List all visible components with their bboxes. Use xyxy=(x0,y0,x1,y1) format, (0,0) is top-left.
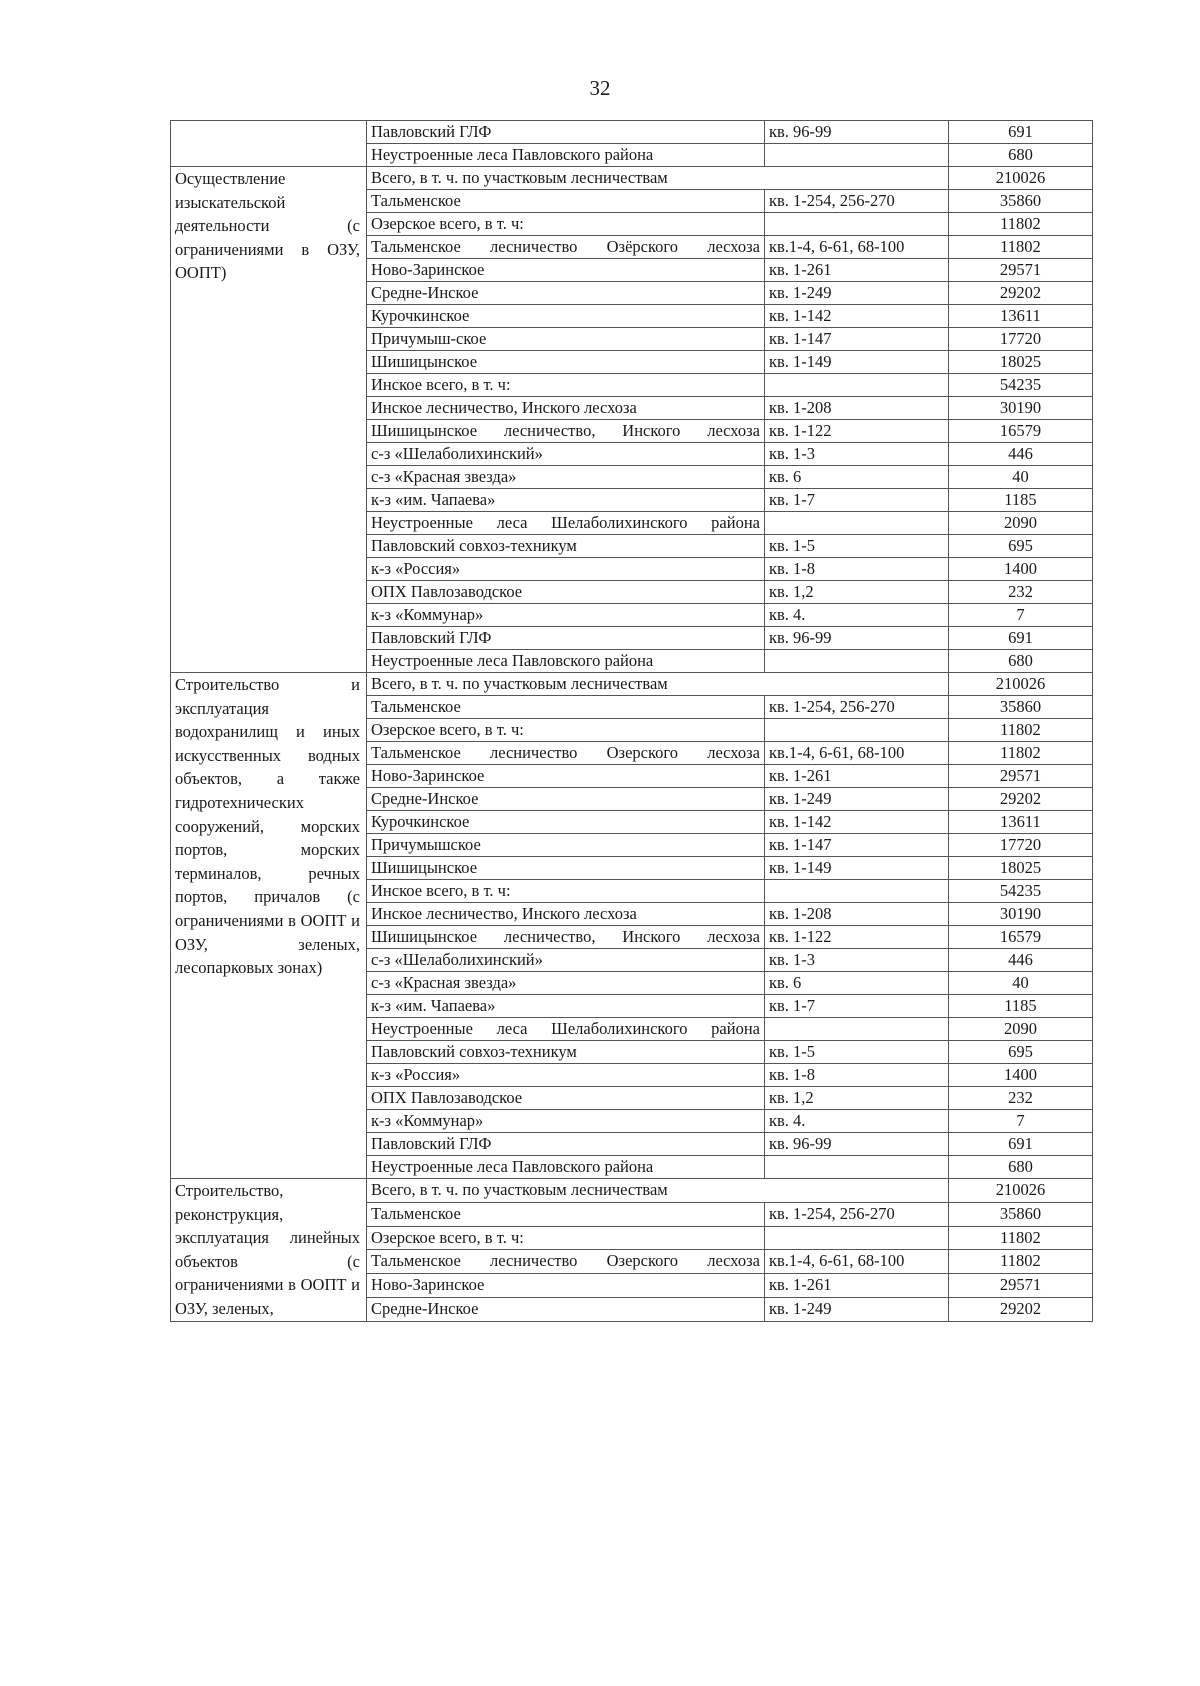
area-cell: 2090 xyxy=(949,1018,1093,1041)
forestry-name-cell: Всего, в т. ч. по участковым лесничествам xyxy=(367,673,949,696)
kvartal-cell: кв. 1,2 xyxy=(765,581,949,604)
area-cell: 11802 xyxy=(949,742,1093,765)
kvartal-cell: кв. 1-142 xyxy=(765,305,949,328)
kvartal-cell: кв.1-4, 6-61, 68-100 xyxy=(765,1250,949,1274)
area-cell: 680 xyxy=(949,1156,1093,1179)
area-cell: 446 xyxy=(949,443,1093,466)
area-cell: 11802 xyxy=(949,236,1093,259)
kvartal-cell xyxy=(765,144,949,167)
kvartal-cell: кв. 96-99 xyxy=(765,1133,949,1156)
forestry-name-cell: Тальменское лесничество Озерского лесхоза xyxy=(367,1250,765,1274)
kvartal-cell: кв. 1-122 xyxy=(765,420,949,443)
area-cell: 1185 xyxy=(949,489,1093,512)
kvartal-cell: кв. 1-249 xyxy=(765,1297,949,1321)
area-cell: 30190 xyxy=(949,903,1093,926)
area-cell: 11802 xyxy=(949,719,1093,742)
land-use-table xyxy=(170,120,1093,1322)
forestry-name-cell: Причумышское xyxy=(367,834,765,857)
area-cell: 13611 xyxy=(949,811,1093,834)
table-body xyxy=(171,121,1093,1322)
kvartal-cell: кв. 1-261 xyxy=(765,765,949,788)
kvartal-cell: кв. 96-99 xyxy=(765,627,949,650)
forestry-name-cell: с-з «Шелаболихинский» xyxy=(367,443,765,466)
area-cell: 30190 xyxy=(949,397,1093,420)
kvartal-cell: кв. 1-149 xyxy=(765,857,949,880)
kvartal-cell: кв.1-4, 6-61, 68-100 xyxy=(765,236,949,259)
area-cell: 16579 xyxy=(949,420,1093,443)
area-cell: 16579 xyxy=(949,926,1093,949)
kvartal-cell: кв. 6 xyxy=(765,466,949,489)
kvartal-cell: кв.1-4, 6-61, 68-100 xyxy=(765,742,949,765)
kvartal-cell: кв. 1-261 xyxy=(765,1274,949,1298)
forestry-name-cell: к-з «им. Чапаева» xyxy=(367,995,765,1018)
area-cell: 1400 xyxy=(949,558,1093,581)
kvartal-cell xyxy=(765,650,949,673)
area-cell: 35860 xyxy=(949,696,1093,719)
area-cell: 7 xyxy=(949,604,1093,627)
forestry-name-cell: Ново-Заринское xyxy=(367,1274,765,1298)
forestry-name-cell: Курочкинское xyxy=(367,811,765,834)
area-cell: 691 xyxy=(949,121,1093,144)
forestry-name-cell: Тальменское лесничество Озерского лесхоза xyxy=(367,742,765,765)
forestry-name-cell: Средне-Инское xyxy=(367,788,765,811)
forestry-name-cell: Инское всего, в т. ч: xyxy=(367,880,765,903)
kvartal-cell: кв. 96-99 xyxy=(765,121,949,144)
activity-category-cell: Строительство, реконструкция, эксплуатация линейных объектов (с ограничениями в ООПТ и ОЗУ, зеленых, xyxy=(171,1179,367,1322)
area-cell: 695 xyxy=(949,535,1093,558)
area-cell: 29571 xyxy=(949,765,1093,788)
area-cell: 1185 xyxy=(949,995,1093,1018)
forestry-name-cell: Шишицынское xyxy=(367,857,765,880)
forestry-name-cell: к-з «Коммунар» xyxy=(367,1110,765,1133)
kvartal-cell xyxy=(765,1018,949,1041)
forestry-name-cell: Озерское всего, в т. ч: xyxy=(367,213,765,236)
area-cell: 1400 xyxy=(949,1064,1093,1087)
kvartal-cell: кв. 1-208 xyxy=(765,397,949,420)
forestry-name-cell: Ново-Заринское xyxy=(367,765,765,788)
forestry-name-cell: к-з «Коммунар» xyxy=(367,604,765,627)
page-number: 32 xyxy=(589,76,611,100)
kvartal-cell xyxy=(765,1226,949,1250)
kvartal-cell: кв. 1-254, 256-270 xyxy=(765,696,949,719)
area-cell: 29202 xyxy=(949,788,1093,811)
forestry-name-cell: Павловский совхоз-техникум xyxy=(367,1041,765,1064)
forestry-name-cell: с-з «Шелаболихинский» xyxy=(367,949,765,972)
area-cell: 232 xyxy=(949,1087,1093,1110)
forestry-name-cell: Павловский ГЛФ xyxy=(367,121,765,144)
forestry-name-cell: Всего, в т. ч. по участковым лесничествам xyxy=(367,1179,949,1203)
area-cell: 29571 xyxy=(949,259,1093,282)
forestry-name-cell: Неустроенные леса Павловского района xyxy=(367,144,765,167)
forestry-name-cell: ОПХ Павлозаводское xyxy=(367,581,765,604)
kvartal-cell: кв. 4. xyxy=(765,604,949,627)
forestry-name-cell: с-з «Красная звезда» xyxy=(367,466,765,489)
kvartal-cell: кв. 1-142 xyxy=(765,811,949,834)
forestry-name-cell: Курочкинское xyxy=(367,305,765,328)
table-row xyxy=(171,673,1093,696)
forestry-name-cell: Тальменское xyxy=(367,696,765,719)
kvartal-cell: кв. 1-249 xyxy=(765,788,949,811)
kvartal-cell xyxy=(765,374,949,397)
kvartal-cell: кв. 1-261 xyxy=(765,259,949,282)
area-cell: 680 xyxy=(949,144,1093,167)
forestry-name-cell: Шишицынское лесничество, Инского лесхоза xyxy=(367,420,765,443)
area-cell: 695 xyxy=(949,1041,1093,1064)
forestry-name-cell: Тальменское xyxy=(367,1202,765,1226)
area-cell: 54235 xyxy=(949,374,1093,397)
area-cell: 232 xyxy=(949,581,1093,604)
forestry-name-cell: Павловский ГЛФ xyxy=(367,627,765,650)
kvartal-cell: кв. 1-5 xyxy=(765,535,949,558)
kvartal-cell: кв. 1-147 xyxy=(765,834,949,857)
forestry-name-cell: Причумыш-ское xyxy=(367,328,765,351)
kvartal-cell xyxy=(765,512,949,535)
forestry-name-cell: к-з «Россия» xyxy=(367,1064,765,1087)
area-cell: 11802 xyxy=(949,1226,1093,1250)
kvartal-cell: кв. 1-122 xyxy=(765,926,949,949)
table-row xyxy=(171,167,1093,190)
forestry-name-cell: Озерское всего, в т. ч: xyxy=(367,719,765,742)
forestry-name-cell: Инское лесничество, Инского лесхоза xyxy=(367,397,765,420)
kvartal-cell: кв. 1-8 xyxy=(765,1064,949,1087)
forestry-name-cell: Тальменское лесничество Озёрского лесхоза xyxy=(367,236,765,259)
area-cell: 13611 xyxy=(949,305,1093,328)
area-cell: 210026 xyxy=(949,673,1093,696)
area-cell: 17720 xyxy=(949,834,1093,857)
area-cell: 40 xyxy=(949,466,1093,489)
area-cell: 29202 xyxy=(949,282,1093,305)
kvartal-cell xyxy=(765,213,949,236)
forestry-name-cell: Инское лесничество, Инского лесхоза xyxy=(367,903,765,926)
forestry-name-cell: Инское всего, в т. ч: xyxy=(367,374,765,397)
activity-category-cell: Строительство и эксплуатация водохранилищ и иных искусственных водных объектов, а также гидротехнических сооружений, морских портов, морских терминалов, речных портов, причалов (с ограничениями в ООПТ и ОЗУ, зеленых, лесопарковых зонах) xyxy=(171,673,367,1179)
kvartal-cell xyxy=(765,719,949,742)
table-row xyxy=(171,121,1093,144)
forestry-name-cell: Неустроенные леса Шелаболихинского района xyxy=(367,512,765,535)
area-cell: 210026 xyxy=(949,167,1093,190)
area-cell: 18025 xyxy=(949,857,1093,880)
area-cell: 18025 xyxy=(949,351,1093,374)
area-cell: 40 xyxy=(949,972,1093,995)
kvartal-cell: кв. 1-8 xyxy=(765,558,949,581)
forestry-name-cell: ОПХ Павлозаводское xyxy=(367,1087,765,1110)
area-cell: 210026 xyxy=(949,1179,1093,1203)
area-cell: 691 xyxy=(949,627,1093,650)
kvartal-cell: кв. 1-3 xyxy=(765,949,949,972)
forestry-name-cell: Тальменское xyxy=(367,190,765,213)
forestry-name-cell: Ново-Заринское xyxy=(367,259,765,282)
kvartal-cell: кв. 1,2 xyxy=(765,1087,949,1110)
area-cell: 680 xyxy=(949,650,1093,673)
forestry-name-cell: Шишицынское лесничество, Инского лесхоза xyxy=(367,926,765,949)
kvartal-cell: кв. 1-3 xyxy=(765,443,949,466)
forestry-name-cell: Неустроенные леса Шелаболихинского района xyxy=(367,1018,765,1041)
area-cell: 35860 xyxy=(949,190,1093,213)
forestry-name-cell: Всего, в т. ч. по участковым лесничествам xyxy=(367,167,949,190)
kvartal-cell: кв. 6 xyxy=(765,972,949,995)
forestry-name-cell: Павловский ГЛФ xyxy=(367,1133,765,1156)
area-cell: 7 xyxy=(949,1110,1093,1133)
area-cell: 35860 xyxy=(949,1202,1093,1226)
forestry-name-cell: Павловский совхоз-техникум xyxy=(367,535,765,558)
kvartal-cell: кв. 1-208 xyxy=(765,903,949,926)
kvartal-cell: кв. 1-149 xyxy=(765,351,949,374)
activity-category-cell: Осуществление изыскательской деятельности (с ограничениями в ОЗУ, ООПТ) xyxy=(171,167,367,673)
forestry-name-cell: Неустроенные леса Павловского района xyxy=(367,1156,765,1179)
kvartal-cell: кв. 1-249 xyxy=(765,282,949,305)
kvartal-cell: кв. 1-5 xyxy=(765,1041,949,1064)
forestry-name-cell: Неустроенные леса Павловского района xyxy=(367,650,765,673)
kvartal-cell: кв. 1-7 xyxy=(765,995,949,1018)
forestry-name-cell: Средне-Инское xyxy=(367,1297,765,1321)
kvartal-cell: кв. 4. xyxy=(765,1110,949,1133)
forestry-name-cell: Озерское всего, в т. ч: xyxy=(367,1226,765,1250)
area-cell: 691 xyxy=(949,1133,1093,1156)
area-cell: 11802 xyxy=(949,1250,1093,1274)
forestry-name-cell: к-з «Россия» xyxy=(367,558,765,581)
forestry-name-cell: Шишицынское xyxy=(367,351,765,374)
area-cell: 17720 xyxy=(949,328,1093,351)
forestry-name-cell: Средне-Инское xyxy=(367,282,765,305)
area-cell: 2090 xyxy=(949,512,1093,535)
area-cell: 11802 xyxy=(949,213,1093,236)
area-cell: 29202 xyxy=(949,1297,1093,1321)
area-cell: 29571 xyxy=(949,1274,1093,1298)
area-cell: 446 xyxy=(949,949,1093,972)
activity-category-cell xyxy=(171,121,367,167)
table-row xyxy=(171,1179,1093,1203)
forestry-name-cell: к-з «им. Чапаева» xyxy=(367,489,765,512)
kvartal-cell: кв. 1-254, 256-270 xyxy=(765,1202,949,1226)
kvartal-cell xyxy=(765,880,949,903)
forestry-name-cell: с-з «Красная звезда» xyxy=(367,972,765,995)
area-cell: 54235 xyxy=(949,880,1093,903)
kvartal-cell xyxy=(765,1156,949,1179)
kvartal-cell: кв. 1-147 xyxy=(765,328,949,351)
kvartal-cell: кв. 1-7 xyxy=(765,489,949,512)
kvartal-cell: кв. 1-254, 256-270 xyxy=(765,190,949,213)
